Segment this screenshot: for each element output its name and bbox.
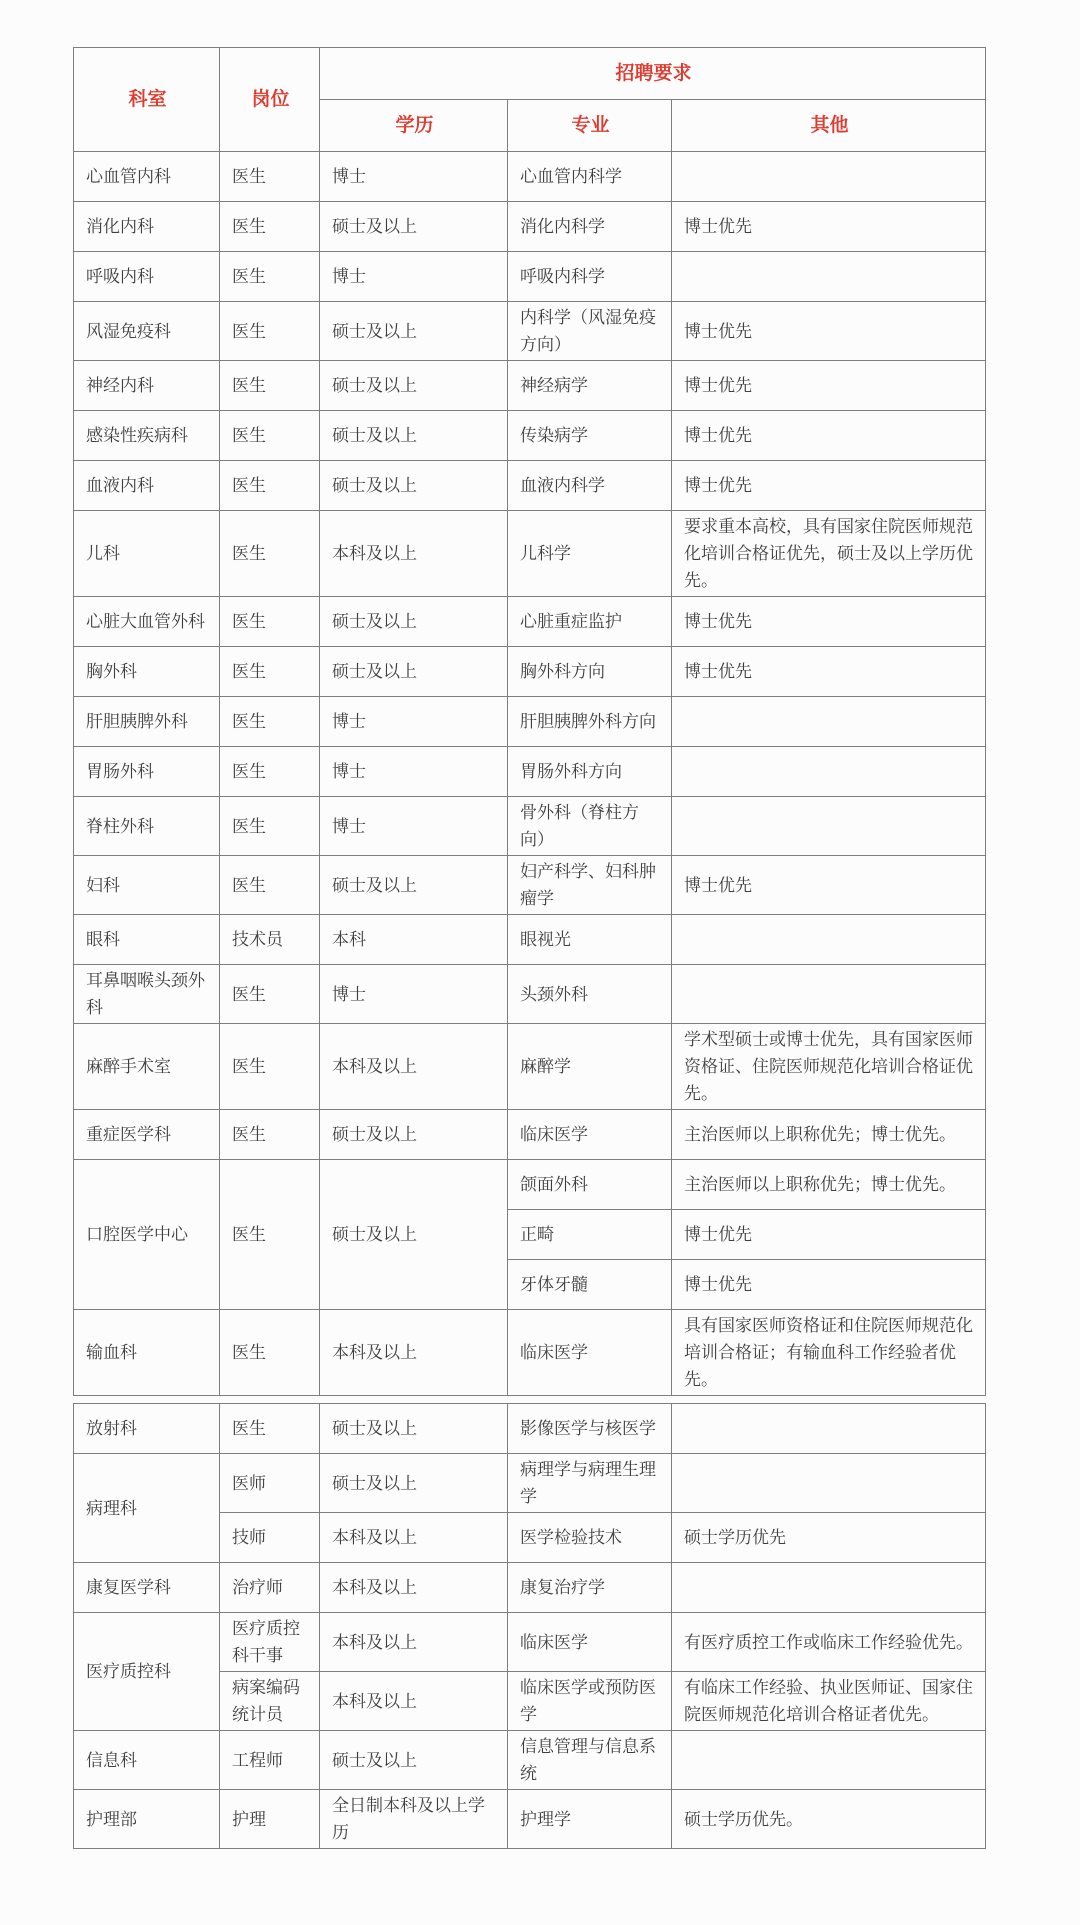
cell-department: 信息科 (74, 1731, 220, 1790)
table-row (74, 915, 986, 965)
cell-education: 硕士及以上 (320, 361, 508, 411)
table-row (74, 965, 986, 1024)
cell-education: 硕士及以上 (320, 856, 508, 915)
cell-major: 心脏重症监护 (508, 597, 672, 647)
cell-position: 医生 (220, 1024, 320, 1110)
cell-department: 肝胆胰脾外科 (74, 697, 220, 747)
cell-education: 本科及以上 (320, 511, 508, 597)
cell-position: 医生 (220, 511, 320, 597)
cell-education: 硕士及以上 (320, 411, 508, 461)
cell-major: 正畸 (508, 1210, 672, 1260)
cell-position: 医生 (220, 856, 320, 915)
cell-department: 妇科 (74, 856, 220, 915)
cell-other: 硕士学历优先。 (672, 1790, 986, 1849)
header-row-1 (74, 48, 986, 100)
cell-major: 心血管内科学 (508, 152, 672, 202)
cell-department: 康复医学科 (74, 1563, 220, 1613)
cell-major: 信息管理与信息系统 (508, 1731, 672, 1790)
table-row (74, 152, 986, 202)
cell-major: 医学检验技术 (508, 1513, 672, 1563)
cell-position: 医生 (220, 1110, 320, 1160)
cell-other: 博士优先 (672, 597, 986, 647)
cell-department: 血液内科 (74, 461, 220, 511)
cell-other: 主治医师以上职称优先；博士优先。 (672, 1160, 986, 1210)
cell-major: 骨外科（脊柱方向） (508, 797, 672, 856)
cell-department: 口腔医学中心 (74, 1160, 220, 1310)
cell-major: 病理学与病理生理学 (508, 1454, 672, 1513)
cell-other: 具有国家医师资格证和住院医师规范化培训合格证；有输血科工作经验者优先。 (672, 1310, 986, 1396)
header-position: 岗位 (220, 48, 320, 152)
table-row (74, 1160, 986, 1210)
cell-other: 博士优先 (672, 647, 986, 697)
cell-other: 博士优先 (672, 361, 986, 411)
table-divider-gap (73, 1396, 1080, 1403)
cell-education: 硕士及以上 (320, 597, 508, 647)
cell-other (672, 152, 986, 202)
cell-education: 硕士及以上 (320, 647, 508, 697)
cell-department: 输血科 (74, 1310, 220, 1396)
cell-education: 硕士及以上 (320, 1731, 508, 1790)
cell-other: 博士优先 (672, 1260, 986, 1310)
table-row (74, 797, 986, 856)
cell-position: 治疗师 (220, 1563, 320, 1613)
cell-other: 博士优先 (672, 302, 986, 361)
cell-education: 博士 (320, 152, 508, 202)
cell-education: 硕士及以上 (320, 1454, 508, 1513)
table-row (74, 747, 986, 797)
table-row (74, 511, 986, 597)
table-row (74, 597, 986, 647)
cell-position: 医生 (220, 965, 320, 1024)
cell-major: 血液内科学 (508, 461, 672, 511)
table-row (74, 252, 986, 302)
cell-major: 影像医学与核医学 (508, 1404, 672, 1454)
cell-major: 护理学 (508, 1790, 672, 1849)
cell-major: 内科学（风湿免疫方向） (508, 302, 672, 361)
cell-department: 麻醉手术室 (74, 1024, 220, 1110)
cell-department: 心血管内科 (74, 152, 220, 202)
cell-department: 风湿免疫科 (74, 302, 220, 361)
header-major: 专业 (508, 100, 672, 152)
cell-major: 胃肠外科方向 (508, 747, 672, 797)
cell-major: 儿科学 (508, 511, 672, 597)
cell-education: 硕士及以上 (320, 461, 508, 511)
cell-department: 呼吸内科 (74, 252, 220, 302)
cell-education: 硕士及以上 (320, 1160, 508, 1310)
table-row (74, 1790, 986, 1849)
table-row (74, 411, 986, 461)
cell-department: 医疗质控科 (74, 1613, 220, 1731)
cell-department: 重症医学科 (74, 1110, 220, 1160)
cell-position: 医生 (220, 252, 320, 302)
cell-department: 耳鼻咽喉头颈外科 (74, 965, 220, 1024)
table-row (74, 302, 986, 361)
cell-major: 临床医学 (508, 1310, 672, 1396)
cell-major: 妇产科学、妇科肿瘤学 (508, 856, 672, 915)
cell-other (672, 252, 986, 302)
table-row (74, 202, 986, 252)
table-row (74, 1563, 986, 1613)
header-department: 科室 (74, 48, 220, 152)
cell-department: 脊柱外科 (74, 797, 220, 856)
cell-department: 消化内科 (74, 202, 220, 252)
cell-other (672, 1731, 986, 1790)
cell-education: 博士 (320, 747, 508, 797)
cell-other: 有临床工作经验、执业医师证、国家住院医师规范化培训合格证者优先。 (672, 1672, 986, 1731)
cell-major: 临床医学 (508, 1110, 672, 1160)
cell-position: 医生 (220, 647, 320, 697)
table-row (74, 697, 986, 747)
cell-department: 感染性疾病科 (74, 411, 220, 461)
cell-position: 病案编码统计员 (220, 1672, 320, 1731)
cell-position: 医生 (220, 411, 320, 461)
cell-major: 胸外科方向 (508, 647, 672, 697)
cell-department: 胸外科 (74, 647, 220, 697)
cell-position: 医生 (220, 152, 320, 202)
cell-department: 放射科 (74, 1404, 220, 1454)
table-row (74, 1454, 986, 1513)
cell-other: 博士优先 (672, 856, 986, 915)
cell-position: 医生 (220, 747, 320, 797)
table-row (74, 361, 986, 411)
table-row (74, 1731, 986, 1790)
table-row (74, 461, 986, 511)
table-row (74, 1024, 986, 1110)
table-row (74, 856, 986, 915)
cell-position: 医生 (220, 697, 320, 747)
cell-major: 眼视光 (508, 915, 672, 965)
cell-other: 学术型硕士或博士优先，具有国家医师资格证、住院医师规范化培训合格证优先。 (672, 1024, 986, 1110)
cell-major: 肝胆胰脾外科方向 (508, 697, 672, 747)
cell-position: 医生 (220, 1310, 320, 1396)
cell-education: 本科及以上 (320, 1613, 508, 1672)
cell-other (672, 697, 986, 747)
cell-education: 硕士及以上 (320, 202, 508, 252)
cell-education: 本科 (320, 915, 508, 965)
cell-other (672, 915, 986, 965)
cell-major: 头颈外科 (508, 965, 672, 1024)
cell-position: 医生 (220, 461, 320, 511)
cell-other: 主治医师以上职称优先；博士优先。 (672, 1110, 986, 1160)
table-row (74, 1613, 986, 1672)
cell-other: 博士优先 (672, 202, 986, 252)
cell-other (672, 1454, 986, 1513)
cell-position: 医师 (220, 1454, 320, 1513)
cell-major: 神经病学 (508, 361, 672, 411)
cell-education: 本科及以上 (320, 1563, 508, 1613)
table-row (74, 647, 986, 697)
cell-position: 医生 (220, 202, 320, 252)
cell-education: 全日制本科及以上学历 (320, 1790, 508, 1849)
cell-department: 心脏大血管外科 (74, 597, 220, 647)
cell-other: 博士优先 (672, 1210, 986, 1260)
cell-major: 临床医学或预防医学 (508, 1672, 672, 1731)
cell-other: 有医疗质控工作或临床工作经验优先。 (672, 1613, 986, 1672)
recruitment-table-upper (73, 47, 986, 1396)
cell-department: 病理科 (74, 1454, 220, 1563)
cell-major: 麻醉学 (508, 1024, 672, 1110)
cell-other (672, 965, 986, 1024)
header-requirements: 招聘要求 (320, 48, 986, 100)
cell-position: 医生 (220, 597, 320, 647)
cell-education: 硕士及以上 (320, 302, 508, 361)
cell-position: 医生 (220, 797, 320, 856)
cell-major: 消化内科学 (508, 202, 672, 252)
cell-position: 医生 (220, 1404, 320, 1454)
cell-position: 医生 (220, 361, 320, 411)
cell-education: 本科及以上 (320, 1672, 508, 1731)
cell-major: 呼吸内科学 (508, 252, 672, 302)
cell-department: 神经内科 (74, 361, 220, 411)
recruitment-table-lower (73, 1403, 986, 1849)
cell-education: 博士 (320, 252, 508, 302)
header-education: 学历 (320, 100, 508, 152)
table-row (74, 1310, 986, 1396)
cell-position: 技术员 (220, 915, 320, 965)
header-other: 其他 (672, 100, 986, 152)
cell-other: 要求重本高校，具有国家住院医师规范化培训合格证优先，硕士及以上学历优先。 (672, 511, 986, 597)
cell-major: 临床医学 (508, 1613, 672, 1672)
cell-position: 工程师 (220, 1731, 320, 1790)
cell-other: 博士优先 (672, 411, 986, 461)
cell-other (672, 1404, 986, 1454)
cell-education: 博士 (320, 697, 508, 747)
cell-education: 硕士及以上 (320, 1110, 508, 1160)
cell-department: 眼科 (74, 915, 220, 965)
cell-major: 牙体牙髓 (508, 1260, 672, 1310)
cell-major: 传染病学 (508, 411, 672, 461)
cell-department: 护理部 (74, 1790, 220, 1849)
cell-education: 本科及以上 (320, 1024, 508, 1110)
cell-other (672, 1563, 986, 1613)
cell-position: 医疗质控科干事 (220, 1613, 320, 1672)
cell-position: 护理 (220, 1790, 320, 1849)
cell-department: 胃肠外科 (74, 747, 220, 797)
cell-major: 颌面外科 (508, 1160, 672, 1210)
cell-major: 康复治疗学 (508, 1563, 672, 1613)
cell-position: 技师 (220, 1513, 320, 1563)
cell-position: 医生 (220, 302, 320, 361)
cell-other: 硕士学历优先 (672, 1513, 986, 1563)
cell-position: 医生 (220, 1160, 320, 1310)
cell-education: 硕士及以上 (320, 1404, 508, 1454)
table-row (74, 1404, 986, 1454)
cell-other: 博士优先 (672, 461, 986, 511)
table-row (74, 1110, 986, 1160)
cell-education: 本科及以上 (320, 1513, 508, 1563)
cell-education: 本科及以上 (320, 1310, 508, 1396)
cell-other (672, 797, 986, 856)
cell-education: 博士 (320, 797, 508, 856)
cell-other (672, 747, 986, 797)
cell-department: 儿科 (74, 511, 220, 597)
cell-education: 博士 (320, 965, 508, 1024)
